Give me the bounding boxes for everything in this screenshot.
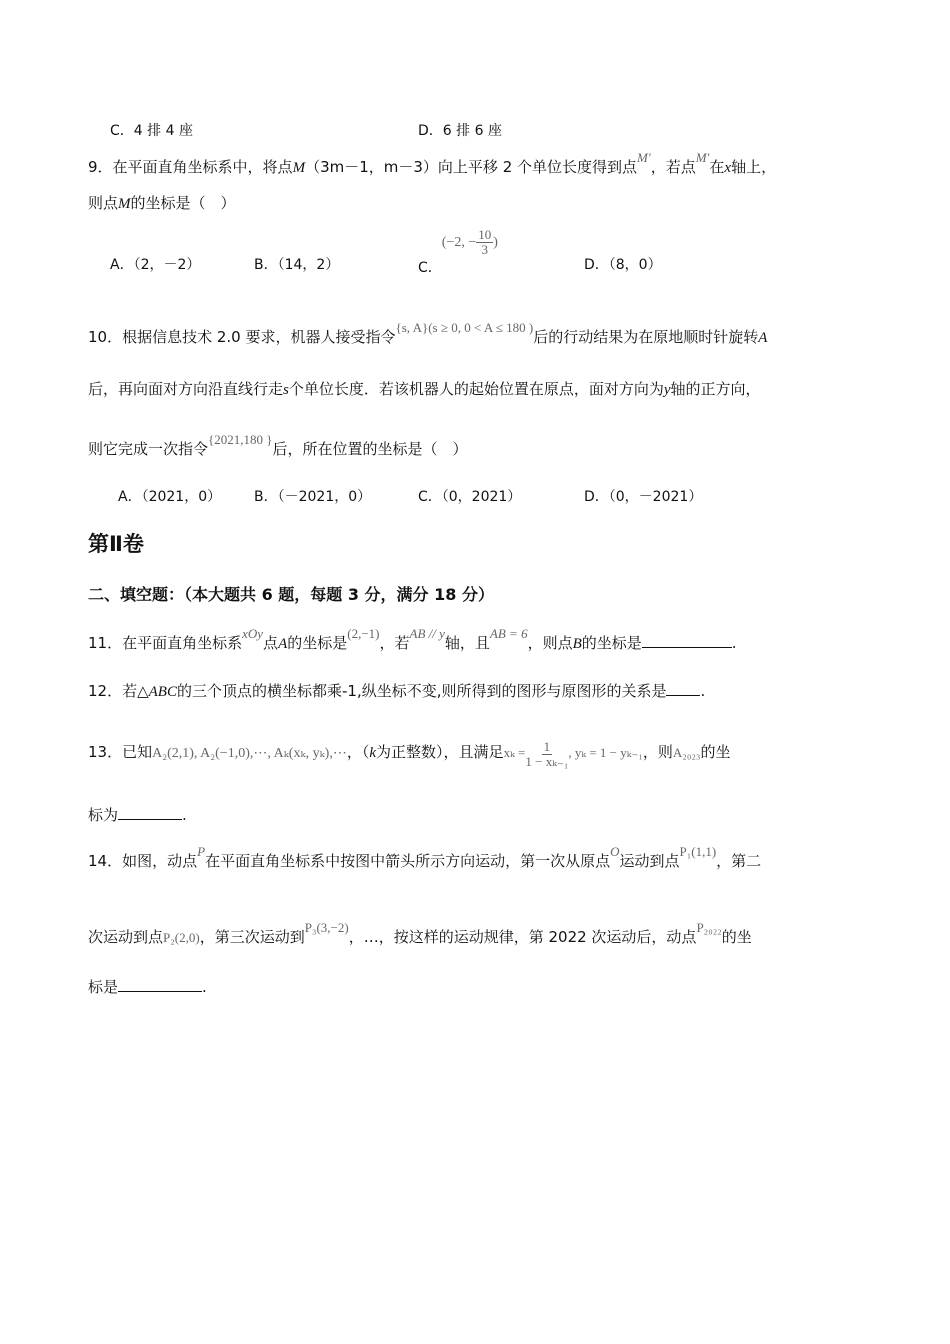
formula-m-prime: M′	[637, 150, 651, 165]
q14-stem-line1: 14．如图，动点P在平面直角坐标系中按图中箭头所示方向运动，第一次从原点O运动到点P₁(1,1)，第二	[88, 844, 762, 870]
q10-option-a: A．（2021，0）	[118, 489, 222, 505]
q13-stem-line1: 13．已知A₂(2,1), A₂(−1,0),⋯, Aₖ(xₖ, yₖ),⋯，（k为正整数），且满足xₖ = $\frac{1}{\text{1 − xₖ₋₁}}$ , yₖ = 1 − yₖ₋₁，则A₂₀₂₃的坐	[88, 739, 731, 769]
q8-option-d: D．6 排 6 座	[418, 123, 502, 139]
q9-option-a: A．（2，－2）	[110, 257, 201, 273]
answer-blank	[118, 805, 182, 820]
formula-sequence: A₂(2,1), A₂(−1,0),⋯, Aₖ(xₖ, yₖ),⋯	[152, 746, 347, 762]
q10-number: 10．	[88, 328, 123, 346]
q13-number: 13．	[88, 743, 123, 762]
q10-option-c: C．（0，2021）	[418, 489, 522, 505]
q10-option-b: B．（－2021，0）	[254, 489, 372, 505]
q10-stem-line2: 后，再向面对方向沿直线行走s个单位长度．若该机器人的起始位置在原点，面对方向为y轴的正方向，	[88, 380, 761, 398]
q11-number: 11．	[88, 634, 123, 652]
formula-fraction: $\frac{1}{\text{1 − xₖ₋₁}}$	[525, 739, 569, 769]
q12-number: 12．	[88, 682, 123, 700]
q8-option-c: C．4 排 4 座	[110, 123, 193, 139]
q10-option-d: D．（0，－2021）	[584, 489, 703, 505]
q12-stem: 12．若△ABC的三个顶点的横坐标都乘-1,纵坐标不变,则所得到的图形与原图形的关系是 .	[88, 682, 706, 700]
q13-stem-line2: 标为 .	[88, 806, 187, 824]
part-title: 第Ⅱ卷	[88, 532, 144, 556]
q9-option-b: B．（14，2）	[254, 257, 340, 273]
q10-stem-line3: 则它完成一次指令{2021,180 }后，所在位置的坐标是（ ）	[88, 432, 468, 458]
formula-command: {s, A}(s ≥ 0, 0 < A ≤ 180 )	[395, 320, 534, 335]
q9-number: 9．	[88, 158, 113, 176]
q9-stem-line1: 9．在平面直角坐标系中，将点M（3m－1，m－3）向上平移 2 个单位长度得到点M′，若点M′在x轴上，	[88, 150, 777, 176]
q14-number: 14．	[88, 852, 123, 870]
answer-blank	[666, 681, 700, 696]
q9-option-d: D．（8，0）	[584, 257, 662, 273]
q9-option-c: C．(−2, − $\frac{10}{3}$ )	[418, 227, 498, 277]
formula-fraction: $\frac{10}{3}$	[478, 227, 492, 257]
section-heading: 二、填空题：（本大题共 6 题，每题 3 分，满分 18 分）	[88, 585, 494, 604]
q11-stem: 11．在平面直角坐标系xOy点A的坐标是(2,−1)，若AB // y轴，且AB = 6，则点B的坐标是 .	[88, 626, 737, 652]
answer-blank	[118, 977, 202, 992]
q10-stem-line1: 10．根据信息技术 2.0 要求，机器人接受指令{s, A}(s ≥ 0, 0 < A ≤ 180 )后的行动结果为在原地顺时针旋转A	[88, 320, 768, 346]
q14-stem-line2: 次运动到点P₂(2,0)，第三次运动到P₃(3,−2)，…，按这样的运动规律，第 2022 次运动后，动点P₂₀₂₂的坐	[88, 920, 752, 946]
q14-stem-line3: 标是 .	[88, 978, 207, 996]
answer-blank	[642, 633, 732, 648]
q9-stem-line2: 则点M的坐标是（ ）	[88, 194, 236, 212]
formula-command-2: {2021,180 }	[208, 432, 273, 447]
